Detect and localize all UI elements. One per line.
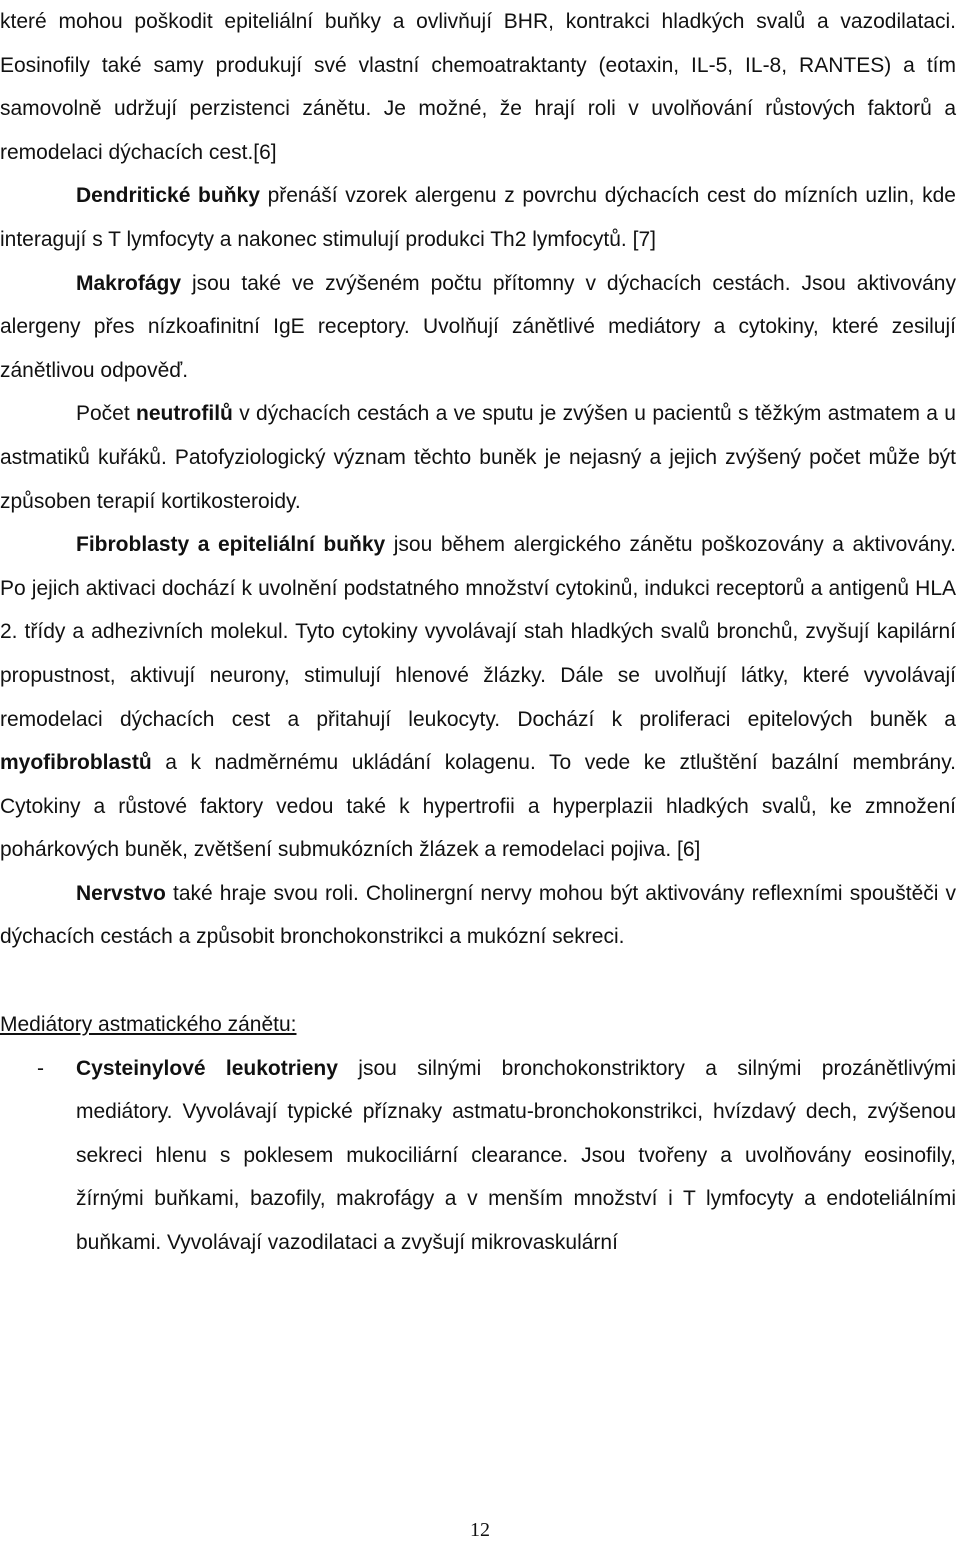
section-heading [0, 1003, 956, 1047]
paragraph-eosinophils-continued [0, 0, 956, 174]
paragraph-neutrophils [0, 392, 956, 523]
term-neutrophils: neutrofilů [136, 402, 233, 426]
text-run: jsou během alergického zánětu poškozovány a aktivovány. Po jejich aktivaci dochází k uvolnění podstatného množství cytokinů, indukci receptorů a antigenů HLA 2. třídy a adhezivních molekul. Tyto cytokiny vyvolávají stah hladkých svalů bronchů, zvyšují kapilární propustnost, aktivují neurony, stimulují hlenové žlázky. Dále se uvolňují látky, které vyvolávají remodelaci dýchacích cest a přitahují leukocyty. Dochází k proliferaci epitelových buněk a [0, 533, 956, 731]
text-run: v dýchacích cestách a ve sputu je zvýšen u pacientů s těžkým astmatem a u astmatiků kuřáků. Patofyziologický význam těchto buněk je nejasný a jejich zvýšený počet může být způsoben terapií kortikosteroidy. [0, 402, 956, 513]
paragraph-nervous-system [0, 872, 956, 959]
mediators-list [0, 1047, 956, 1265]
term-macrophages: Makrofágy [76, 271, 182, 295]
term-dendritic-cells: Dendritické buňky [76, 184, 260, 208]
term-nervous-system: Nervstvo [76, 881, 166, 905]
paragraph-macrophages [0, 262, 956, 393]
spacer [0, 959, 956, 1003]
paragraph-fibroblasts [0, 523, 956, 872]
term-fibroblasts: Fibroblasty a epiteliální buňky [76, 533, 386, 557]
term-cysteinyl-leukotrienes: Cysteinylové leukotrieny [76, 1056, 338, 1080]
text-run: které mohou poškodit epiteliální buňky a ovlivňují BHR, kontrakci hladkých svalů a vazodilataci. Eosinofily také samy produkují své vlastní chemoatraktanty (eotaxin, IL-5, IL-8, RANTES) a tím samovolně udržují perzistenci zánětu. Je možné, že hrají roli v uvolňování růstových faktorů a remodelaci dýchacích cest.[6] [0, 10, 956, 164]
page-number: 12 [470, 1519, 490, 1541]
section-heading-text: Mediátory astmatického zánětu: [0, 1013, 297, 1037]
text-run: Počet [76, 402, 137, 426]
text-run: a k nadměrnému ukládání kolagenu. To vede ke ztluštění bazální membrány. Cytokiny a růstové faktory vedou také k hypertrofii a hyperplazii hladkých svalů, ke zmnožení pohárkových buněk, zvětšení submukózních žlázek a remodelaci pojiva. [6] [0, 751, 956, 862]
text-run: jsou silnými bronchokonstriktory a silnými prozánětlivými mediátory. Vyvolávají typické příznaky astmatu-bronchokonstrikci, hvízdavý dech, zvýšenou sekreci hlenu s poklesem mukociliární clearance. Jsou tvořeny a uvolňovány eosinofily, žírnými buňkami, bazofily, makrofágy a v menším množství i T lymfocyty a endoteliálními buňkami. Vyvolávají vazodilataci a zvyšují mikrovaskulární [76, 1056, 956, 1255]
list-dash-marker: - [37, 1056, 44, 1080]
paragraph-dendritic-cells [0, 174, 956, 261]
term-myofibroblasts: myofibroblastů [0, 751, 152, 775]
text-run: jsou také ve zvýšeném počtu přítomny v dýchacích cestách. Jsou aktivovány alergeny přes nízkoafinitní IgE receptory. Uvolňují zánětlivé mediátory a cytokiny, které zesilují zánětlivou odpověď. [0, 271, 956, 382]
text-run: přenáší vzorek alergenu z povrchu dýchacích cest do mízních uzlin, kde interagují s T lymfocyty a nakonec stimulují produkci Th2 lymfocytů. [7] [0, 184, 956, 251]
list-item [0, 1047, 956, 1265]
text-run: také hraje svou roli. Cholinergní nervy mohou být aktivovány reflexními spouštěči v dýchacích cestách a způsobit bronchokonstrikci a mukózní sekreci. [0, 881, 956, 949]
